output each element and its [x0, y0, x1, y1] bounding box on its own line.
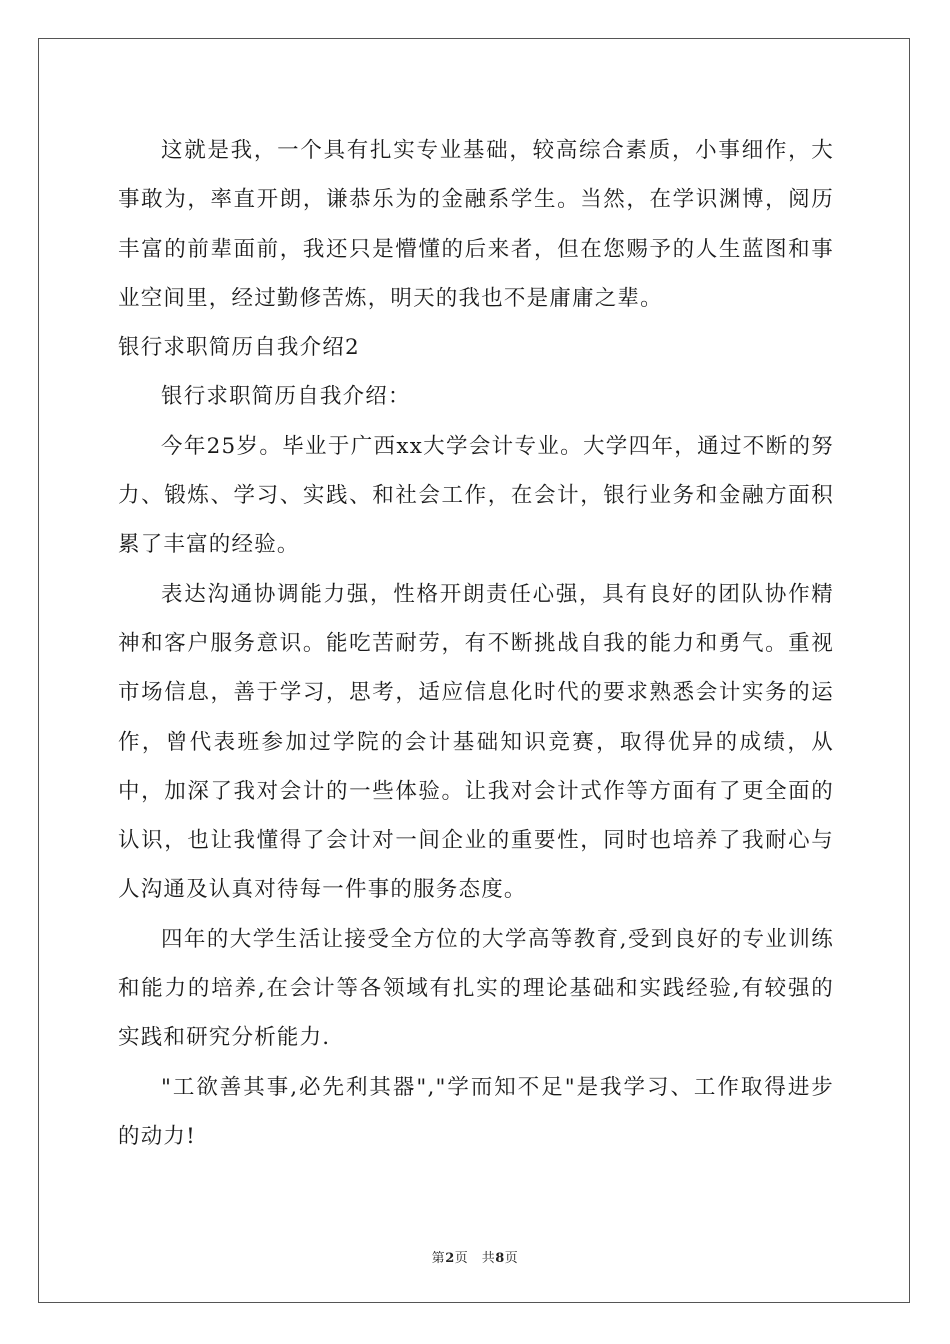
paragraph-subheading: 银行求职简历自我介绍：: [161, 384, 411, 410]
page-footer: [0, 1247, 950, 1266]
footer-page-number: 2: [445, 1251, 455, 1266]
footer-total-pages: 8: [495, 1251, 505, 1266]
paragraph-motto: "工欲善其事,必先利其器","学而知不足"是我学习、工作取得进步的动力!: [118, 1074, 834, 1149]
paragraph-education: 四年的大学生活让接受全方位的大学高等教育,受到良好的专业训练和能力的培养,在会计等各领域有扎实的理论基础和实践经验,有较强的实践和研究分析能力.: [118, 926, 834, 1051]
section-heading: 银行求职简历自我介绍2: [118, 335, 360, 361]
paragraph-background: 今年25岁。毕业于广西xx大学会计专业。大学四年，通过不断的努力、锻炼、学习、实践、和社会工作，在会计，银行业务和金融方面积累了丰富的经验。: [118, 433, 834, 558]
footer-middle: 页 共: [454, 1251, 496, 1266]
footer-suffix: 页: [504, 1251, 519, 1266]
paragraph-abilities: 表达沟通协调能力强，性格开朗责任心强，具有良好的团队协作精神和客户服务意识。能吃苦耐劳，有不断挑战自我的能力和勇气。重视市场信息，善于学习，思考，适应信息化时代的要求熟悉会计实务的运作，曾代表班参加过学院的会计基础知识竞赛，取得优异的成绩，从中，加深了我对会计的一些体验。让我对会计式作等方面有了更全面的认识，也让我懂得了会计对一间企业的重要性，同时也培养了我耐心与人沟通及认真对待每一件事的服务态度。: [118, 581, 834, 903]
paragraph-intro-conclusion: 这就是我，一个具有扎实专业基础，较高综合素质，小事细作，大事敢为，率直开朗，谦恭乐为的金融系学生。当然，在学识渊博，阅历丰富的前辈面前，我还只是懵懂的后来者，但在您赐予的人生蓝图和事业空间里，经过勤修苦炼，明天的我也不是庸庸之辈。: [118, 138, 834, 311]
footer-prefix: 第: [431, 1251, 446, 1266]
document-body: [118, 126, 834, 1161]
